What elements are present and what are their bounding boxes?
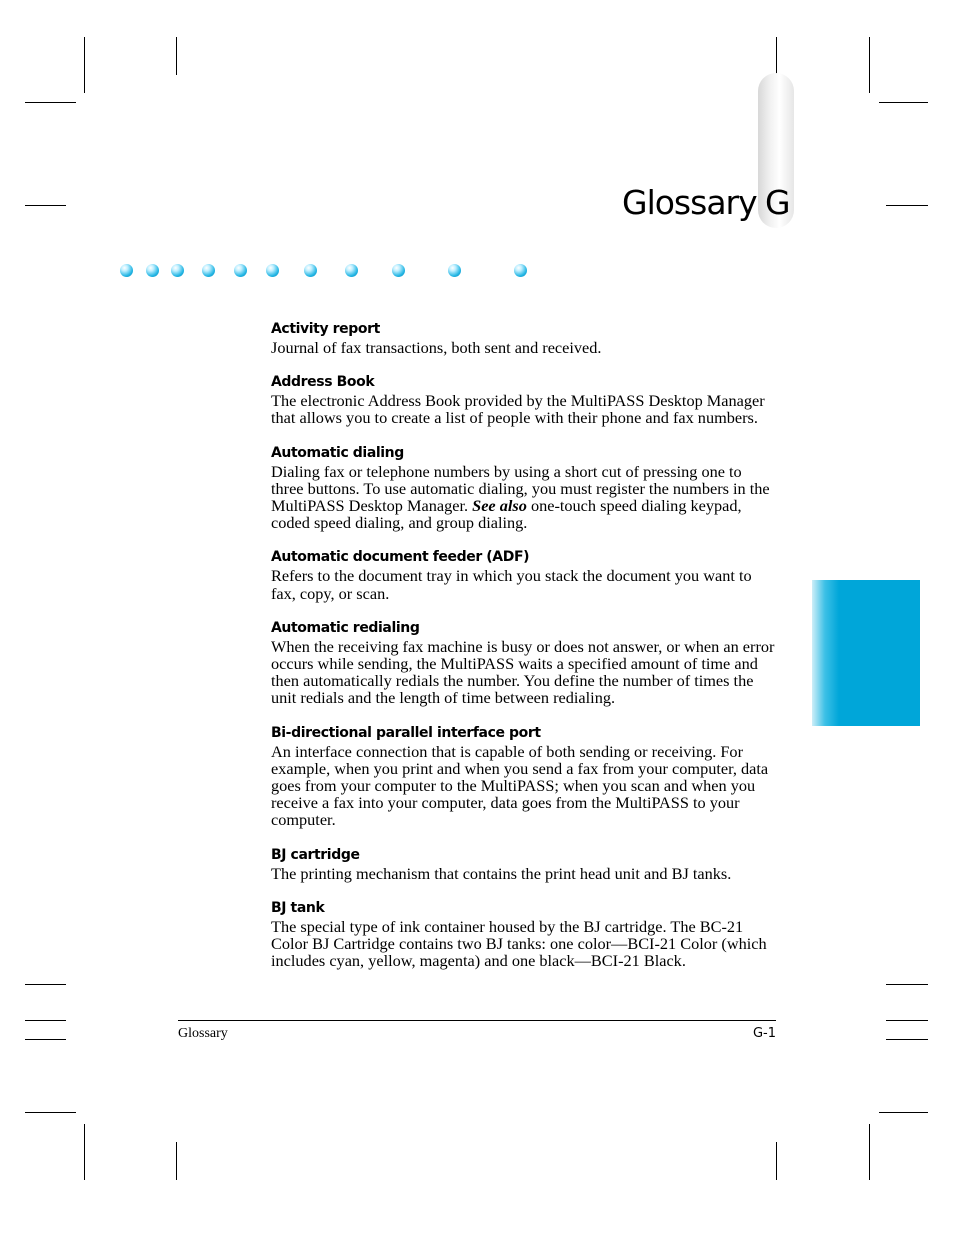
glossary-definition: The electronic Address Book provided by the MultiPASS Desktop Manager that allows you to create a list of people with their phone and fax numbers. (271, 391, 765, 428)
page-number: G-1 (752, 1026, 776, 1041)
glossary-term: BJ tank (271, 899, 325, 916)
glossary-entry (271, 619, 776, 707)
crop-mark (869, 37, 870, 93)
crop-mark (879, 1112, 928, 1113)
footer-section-title: Glossary (178, 1026, 228, 1041)
glossary-term: Automatic document feeder (ADF) (271, 549, 530, 566)
dot-decoration (514, 264, 527, 277)
crop-mark (776, 1142, 777, 1180)
glossary-term: Activity report (271, 321, 380, 337)
dot-decoration (234, 264, 247, 277)
glossary-term: BJ cartridge (271, 846, 360, 863)
glossary-definition (271, 463, 776, 532)
crop-mark (776, 37, 777, 75)
glossary-entry (271, 548, 776, 601)
glossary-definition: Refers to the document tray in which you stack the document you want to fax, copy, or scan. (271, 566, 752, 603)
crop-mark (879, 102, 928, 103)
glossary-entry (271, 724, 776, 829)
dot-decoration (448, 264, 461, 277)
glossary-term: Automatic redialing (271, 619, 420, 636)
dot-decoration (266, 264, 279, 277)
crop-mark (25, 1039, 66, 1040)
glossary-term: Bi-directional parallel interface port (271, 724, 541, 741)
dot-decoration (146, 264, 159, 277)
glossary-definition: An interface connection that is capable of both sending or receiving. For example, when you print and when you send a fax from your computer, data goes from your computer to the MultiPASS; when you scan and when you receive a fax into your computer, data goes from the MultiPASS to your computer. (271, 741, 769, 830)
crop-mark (84, 37, 85, 93)
glossary-entry (271, 846, 776, 882)
footer-rule (178, 1020, 776, 1021)
glossary-entries (271, 320, 776, 986)
crop-mark (25, 1020, 66, 1021)
dot-decoration (120, 264, 133, 277)
dot-decoration (304, 264, 317, 277)
definition-text: one-touch speed dialing keypad, coded speed dialing, and group dialing. (271, 496, 742, 533)
dot-decoration (345, 264, 358, 277)
crop-mark (25, 102, 76, 103)
glossary-entry (271, 899, 776, 970)
crop-mark (176, 1142, 177, 1180)
crop-mark (176, 37, 177, 75)
crop-mark (25, 1112, 76, 1113)
crop-mark (886, 984, 928, 985)
chapter-letter: G (765, 183, 791, 222)
glossary-entry (271, 320, 776, 356)
crop-mark (886, 205, 928, 206)
chapter-title: Glossary (622, 183, 757, 222)
crop-mark (84, 1124, 85, 1180)
glossary-definition: Journal of fax transactions, both sent and received. (271, 338, 602, 357)
definition-text: Dialing fax or telephone numbers by using a short cut of pressing one to three buttons. To use automatic dialing, you must register the numbers in the MultiPASS Desktop Manager. (271, 461, 770, 516)
chapter-thumb-tab (812, 580, 920, 726)
glossary-definition: The special type of ink container housed by the BJ cartridge. The BC-21 Color BJ Cartridge contains two BJ tanks: one color—BCI-21 Color (which includes cyan, yellow, magenta) and one black—BCI-21 Black. (271, 916, 767, 971)
crop-mark (25, 984, 66, 985)
glossary-definition: The printing mechanism that contains the print head unit and BJ tanks. (271, 863, 732, 883)
crop-mark (886, 1020, 928, 1021)
glossary-entry (271, 444, 776, 532)
glossary-term: Address Book (271, 374, 375, 391)
dot-decoration (171, 264, 184, 277)
glossary-entry (271, 373, 776, 426)
dot-decoration (202, 264, 215, 277)
glossary-definition: When the receiving fax machine is busy or does not answer, or when an error occurs while sending, the MultiPASS waits a specified amount of time and then automatically redials the number. You define the number of times the unit redials and the length of time between redialing. (271, 636, 775, 708)
dot-decoration (392, 264, 405, 277)
crop-mark (869, 1124, 870, 1180)
crop-mark (886, 1039, 928, 1040)
see-also-label: See also (472, 496, 527, 516)
glossary-term: Automatic dialing (271, 444, 404, 461)
crop-mark (25, 205, 66, 206)
